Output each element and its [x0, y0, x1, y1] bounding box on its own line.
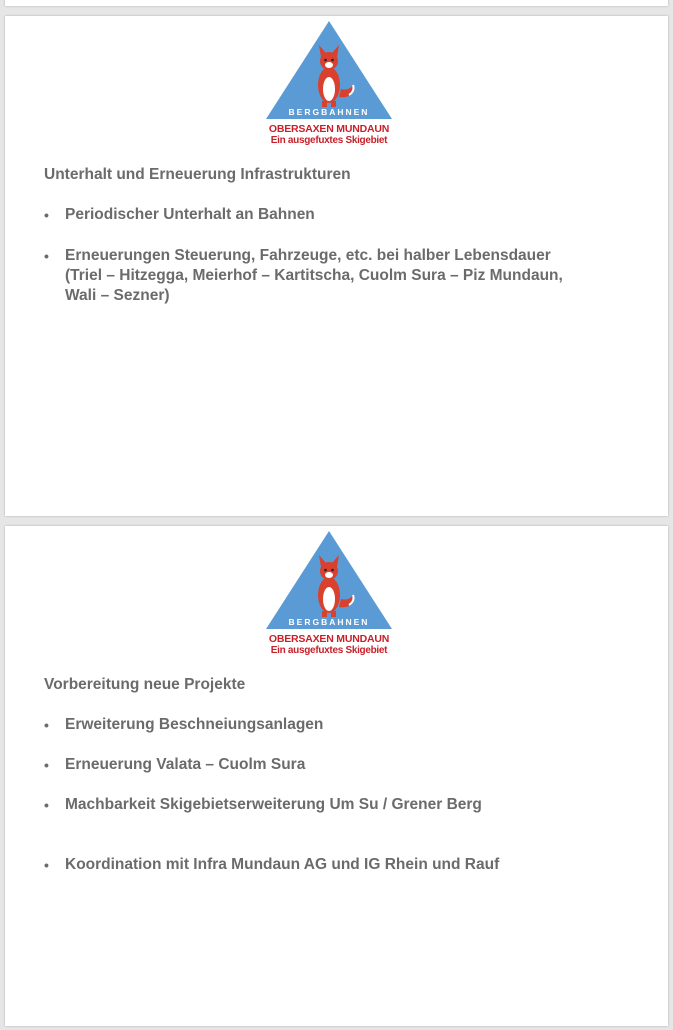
bullet-text: Koordination mit Infra Mundaun AG und IG Rhein und Rauf	[65, 856, 500, 873]
bullet-icon: •	[44, 207, 49, 223]
logo-tagline: Ein ausgefuxtes Skigebiet	[270, 135, 388, 146]
logo-tagline: Ein ausgefuxtes Skigebiet	[270, 645, 388, 656]
bullet-icon: •	[44, 857, 49, 873]
list-item	[44, 246, 564, 306]
bullet-icon: •	[44, 717, 49, 733]
list-item	[44, 205, 564, 225]
bergbahnen-logo	[263, 529, 395, 659]
slide-heading: Unterhalt und Erneuerung Infrastrukturen	[44, 166, 351, 183]
list-item	[44, 855, 564, 875]
list-item	[44, 755, 564, 775]
bullet-icon: •	[44, 797, 49, 813]
logo-name: OBERSAXEN MUNDAUN	[268, 633, 390, 645]
slide-previous-edge	[5, 0, 668, 6]
logo-brand: BERGBAHNEN	[288, 617, 370, 627]
slide-new-projects	[5, 526, 668, 1026]
slide-heading: Vorbereitung neue Projekte	[44, 676, 246, 693]
slide-infrastructure	[5, 16, 668, 516]
bullet-text: Erneuerungen Steuerung, Fahrzeuge, etc. bei halber Lebensdauer (Triel – Hitzegga, Meierhof – Kartitscha, Cuolm Sura – Piz Mundaun, Wali – Sezner)	[65, 247, 563, 304]
bullet-text: Erweiterung Beschneiungsanlagen	[65, 716, 324, 733]
list-item	[44, 715, 564, 735]
logo-name: OBERSAXEN MUNDAUN	[268, 123, 390, 135]
bullet-text: Periodischer Unterhalt an Bahnen	[65, 206, 315, 223]
bullet-icon: •	[44, 757, 49, 773]
list-item	[44, 795, 564, 815]
bullet-icon: •	[44, 248, 49, 264]
bergbahnen-logo	[263, 19, 395, 149]
bullet-text: Erneuerung Valata – Cuolm Sura	[65, 756, 306, 773]
logo-brand: BERGBAHNEN	[288, 107, 370, 117]
bullet-text: Machbarkeit Skigebietserweiterung Um Su / Grener Berg	[65, 796, 482, 813]
